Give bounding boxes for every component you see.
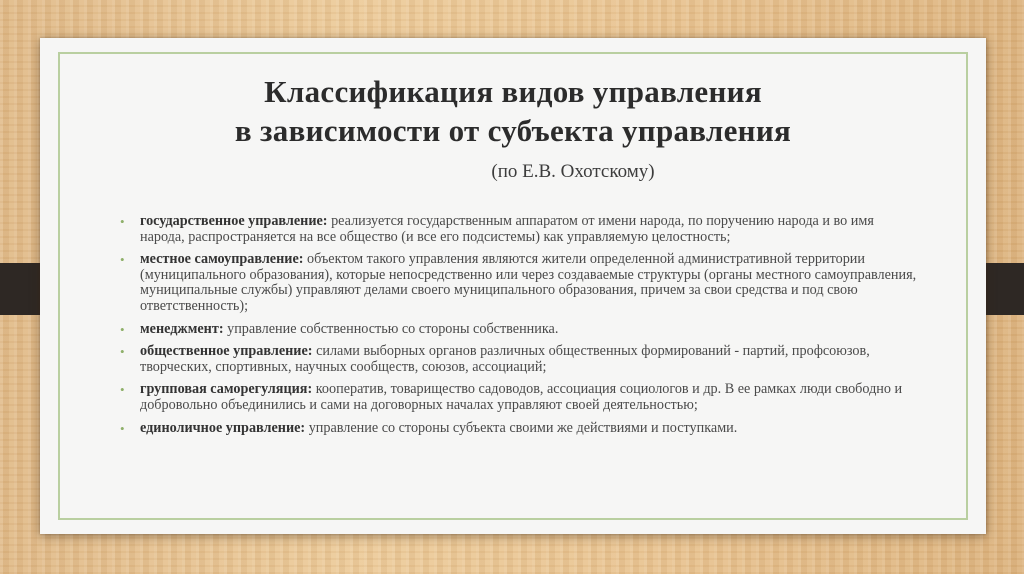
bullet-icon: • bbox=[120, 344, 125, 360]
item-term: менеджмент: bbox=[140, 320, 224, 337]
title-line-1: Классификация видов управления bbox=[264, 74, 762, 109]
bullet-icon: • bbox=[120, 321, 125, 337]
item-term: единоличное управление: bbox=[140, 419, 306, 436]
item-text: реализуется государственным аппаратом от имени народа, по поручению народа и во имя народа, распространяется на все общество (и все его подсистемы) как управляемую целостность; bbox=[140, 213, 874, 245]
classification-list bbox=[120, 214, 920, 443]
slide-card bbox=[40, 38, 986, 534]
item-term: государственное управление: bbox=[140, 213, 328, 229]
item-text: объектом такого управления являются жители определенной административной территории (муниципального образования), которые непосредственно или через создаваемые структуры (органы местного самоуправления, муниципальные службы) управляют делами своего муниципального образования, причем за свои средства и под свою ответственность); bbox=[140, 251, 917, 314]
list-item bbox=[120, 344, 920, 375]
item-text: управление собственностью со стороны собственника. bbox=[223, 320, 559, 337]
bullet-icon: • bbox=[120, 420, 125, 436]
list-item bbox=[120, 214, 920, 245]
bullet-icon: • bbox=[120, 214, 125, 229]
slide-title bbox=[40, 72, 986, 150]
list-item bbox=[120, 322, 920, 338]
title-line-2: в зависимости от субъекта управления bbox=[234, 113, 792, 148]
item-text: управление со стороны субъекта своими же действиями и поступками. bbox=[305, 419, 738, 436]
item-term: групповая саморегуляция: bbox=[140, 381, 313, 398]
item-term: местное самоуправление: bbox=[140, 251, 304, 268]
list-item bbox=[120, 252, 920, 314]
item-text: кооператив, товарищество садоводов, ассоциация социологов и др. В ее рамках люди свободно и добровольно объединились и сами на договорных началах управляют своей деятельностью; bbox=[140, 381, 903, 413]
bullet-icon: • bbox=[120, 382, 125, 398]
list-item bbox=[120, 421, 920, 437]
item-text: силами выборных органов различных общественных формирований - партий, профсоюзов, творческих, спортивных, научных сообществ, союзов, ассоциаций; bbox=[140, 343, 870, 375]
list-item bbox=[120, 382, 920, 413]
slide-subtitle: (по Е.В. Охотскому) bbox=[491, 161, 655, 182]
bullet-icon: • bbox=[120, 252, 125, 268]
item-term: общественное управление: bbox=[140, 343, 313, 360]
